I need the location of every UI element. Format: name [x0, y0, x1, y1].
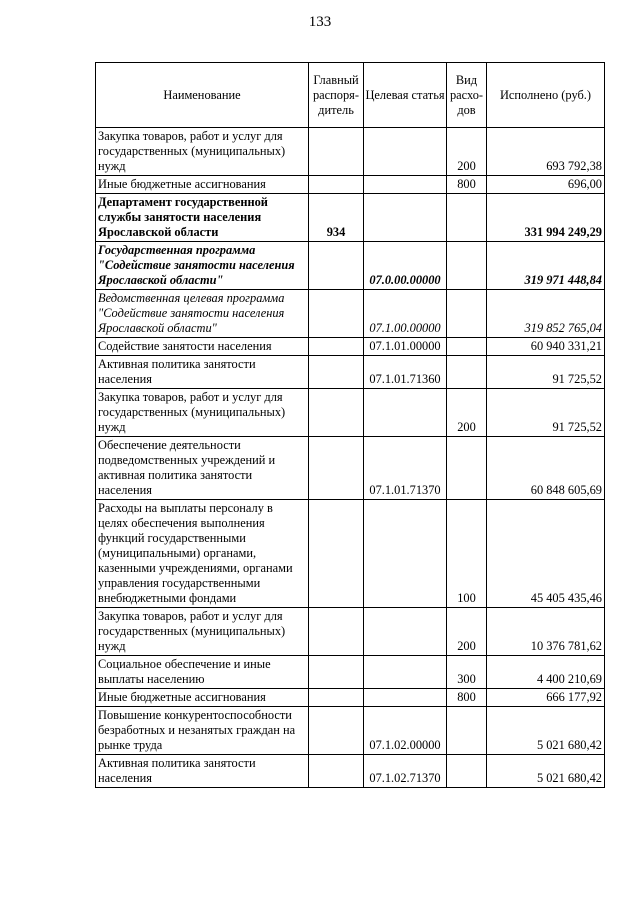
- row-main-manager-cell: [309, 356, 364, 389]
- table-row: [96, 656, 605, 689]
- table-row: [96, 608, 605, 656]
- header-executed: Исполнено (руб.): [487, 63, 605, 128]
- row-target-article-cell: 07.1.01.71360: [364, 356, 447, 389]
- row-amount-cell: 45 405 435,46: [487, 500, 605, 608]
- header-expense-type: Вид расхо-дов: [447, 63, 487, 128]
- row-amount-cell: 319 971 448,84: [487, 242, 605, 290]
- row-amount-cell: 666 177,92: [487, 689, 605, 707]
- table-row: [96, 707, 605, 755]
- row-expense-type-cell: [447, 437, 487, 500]
- row-target-article-cell: [364, 689, 447, 707]
- page-number: 133: [308, 14, 332, 30]
- table-row: [96, 242, 605, 290]
- row-target-article-cell: [364, 500, 447, 608]
- row-name-cell: Повышение конкурентоспособности безработных и незанятых граждан на рынке труда: [96, 707, 309, 755]
- budget-table: [95, 62, 605, 788]
- row-amount-cell: 10 376 781,62: [487, 608, 605, 656]
- row-name-cell: Иные бюджетные ассигнования: [96, 689, 309, 707]
- row-name-cell: Государственная программа "Содействие занятости населения Ярославской области": [96, 242, 309, 290]
- row-name-cell: Активная политика занятости населения: [96, 755, 309, 788]
- row-expense-type-cell: [447, 242, 487, 290]
- row-name-cell: Ведомственная целевая программа "Содействие занятости населения Ярославской области": [96, 290, 309, 338]
- row-main-manager-cell: [309, 128, 364, 176]
- row-main-manager-cell: 934: [309, 194, 364, 242]
- row-expense-type-cell: [447, 707, 487, 755]
- row-expense-type-cell: [447, 755, 487, 788]
- row-target-article-cell: [364, 194, 447, 242]
- row-amount-cell: 91 725,52: [487, 389, 605, 437]
- row-name-cell: Активная политика занятости населения: [96, 356, 309, 389]
- row-main-manager-cell: [309, 689, 364, 707]
- row-main-manager-cell: [309, 755, 364, 788]
- table-row: [96, 356, 605, 389]
- row-name-cell: Закупка товаров, работ и услуг для государственных (муниципальных) нужд: [96, 128, 309, 176]
- table-row: [96, 176, 605, 194]
- row-amount-cell: 331 994 249,29: [487, 194, 605, 242]
- row-amount-cell: 4 400 210,69: [487, 656, 605, 689]
- header-name: Наименование: [96, 63, 309, 128]
- row-target-article-cell: 07.1.02.71370: [364, 755, 447, 788]
- row-target-article-cell: 07.0.00.00000: [364, 242, 447, 290]
- row-target-article-cell: [364, 128, 447, 176]
- row-main-manager-cell: [309, 707, 364, 755]
- table-row: [96, 500, 605, 608]
- row-target-article-cell: 07.1.00.00000: [364, 290, 447, 338]
- row-target-article-cell: [364, 389, 447, 437]
- row-main-manager-cell: [309, 290, 364, 338]
- row-name-cell: Социальное обеспечение и иные выплаты населению: [96, 656, 309, 689]
- row-main-manager-cell: [309, 389, 364, 437]
- row-name-cell: Закупка товаров, работ и услуг для государственных (муниципальных) нужд: [96, 608, 309, 656]
- row-expense-type-cell: 200: [447, 389, 487, 437]
- table-row: [96, 689, 605, 707]
- table-header-row: [96, 63, 605, 128]
- row-target-article-cell: [364, 176, 447, 194]
- row-target-article-cell: [364, 608, 447, 656]
- row-expense-type-cell: [447, 356, 487, 389]
- row-amount-cell: 60 848 605,69: [487, 437, 605, 500]
- row-expense-type-cell: 800: [447, 176, 487, 194]
- row-main-manager-cell: [309, 176, 364, 194]
- table-row: [96, 755, 605, 788]
- row-name-cell: Расходы на выплаты персоналу в целях обеспечения выполнения функций государственными (муниципальными) органами, казенными учреждениями, органами управления государственными внебюджетными фондами: [96, 500, 309, 608]
- header-main-manager: Главный распоря-дитель: [309, 63, 364, 128]
- row-main-manager-cell: [309, 242, 364, 290]
- row-name-cell: Обеспечение деятельности подведомственных учреждений и активная политика занятости населения: [96, 437, 309, 500]
- table-row: [96, 338, 605, 356]
- row-name-cell: Департамент государственной службы занятости населения Ярославской области: [96, 194, 309, 242]
- row-expense-type-cell: [447, 338, 487, 356]
- row-expense-type-cell: 800: [447, 689, 487, 707]
- table-row: [96, 128, 605, 176]
- table-row: [96, 437, 605, 500]
- row-expense-type-cell: [447, 290, 487, 338]
- row-amount-cell: 693 792,38: [487, 128, 605, 176]
- row-expense-type-cell: 200: [447, 128, 487, 176]
- row-target-article-cell: 07.1.01.71370: [364, 437, 447, 500]
- table-row: [96, 194, 605, 242]
- row-target-article-cell: 07.1.02.00000: [364, 707, 447, 755]
- row-expense-type-cell: 300: [447, 656, 487, 689]
- row-main-manager-cell: [309, 437, 364, 500]
- table-row: [96, 290, 605, 338]
- row-target-article-cell: 07.1.01.00000: [364, 338, 447, 356]
- table-body: [96, 128, 605, 788]
- row-amount-cell: 696,00: [487, 176, 605, 194]
- row-main-manager-cell: [309, 608, 364, 656]
- row-expense-type-cell: 200: [447, 608, 487, 656]
- row-target-article-cell: [364, 656, 447, 689]
- row-main-manager-cell: [309, 500, 364, 608]
- row-amount-cell: 91 725,52: [487, 356, 605, 389]
- row-amount-cell: 319 852 765,04: [487, 290, 605, 338]
- row-expense-type-cell: 100: [447, 500, 487, 608]
- row-amount-cell: 5 021 680,42: [487, 707, 605, 755]
- row-main-manager-cell: [309, 338, 364, 356]
- row-main-manager-cell: [309, 656, 364, 689]
- row-amount-cell: 5 021 680,42: [487, 755, 605, 788]
- header-target-article: Целевая статья: [364, 63, 447, 128]
- row-name-cell: Закупка товаров, работ и услуг для государственных (муниципальных) нужд: [96, 389, 309, 437]
- row-expense-type-cell: [447, 194, 487, 242]
- row-amount-cell: 60 940 331,21: [487, 338, 605, 356]
- row-name-cell: Содействие занятости населения: [96, 338, 309, 356]
- table-row: [96, 389, 605, 437]
- row-name-cell: Иные бюджетные ассигнования: [96, 176, 309, 194]
